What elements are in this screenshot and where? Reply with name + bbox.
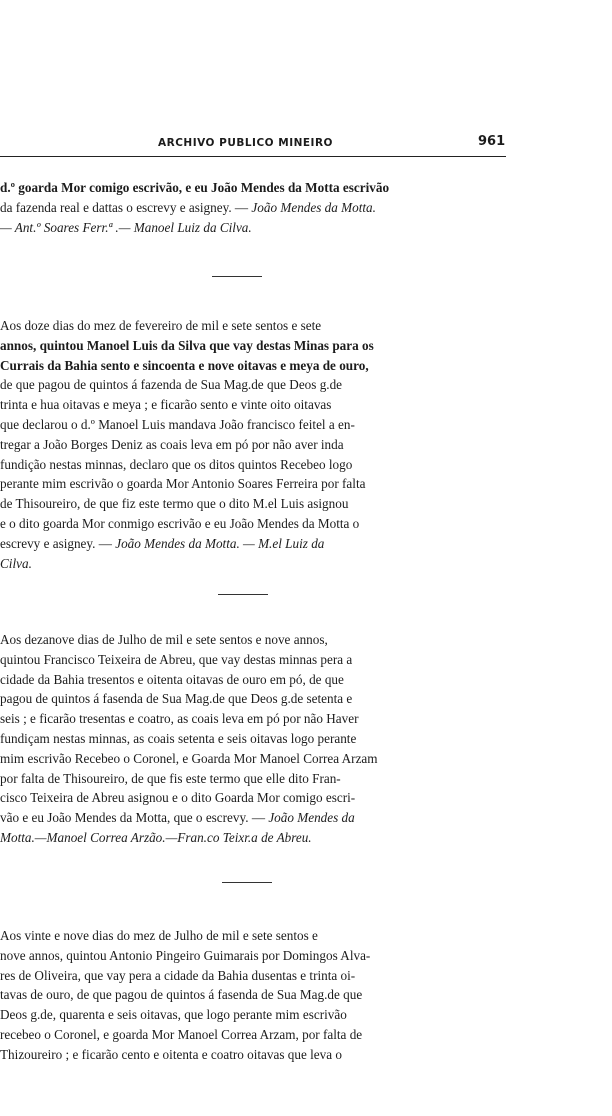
entry-1: [0, 178, 512, 237]
text-line: [0, 926, 512, 946]
text-line: [0, 650, 512, 670]
text-run: vão e eu João Mendes da Motta, que o escrevy. —: [0, 810, 269, 826]
text-line: [0, 375, 512, 395]
text-run: por falta de Thisoureiro, de que fis este termo que elle dito Fran-: [0, 770, 341, 786]
text-run: fundiçam nestas minnas, as coais setenta e seis oitavas logo perante: [0, 730, 357, 746]
text-run: de que pagou de quintos á fazenda de Sua Mag.de que Deos g.de: [0, 377, 343, 393]
section-divider: [212, 276, 262, 277]
text-run: Cilva.: [0, 555, 32, 571]
text-run: mim escrivão Recebeo o Coronel, e Goarda Mor Manoel Correa Arzam: [0, 750, 378, 766]
text-line: [0, 198, 512, 218]
text-run: d.º goarda Mor comigo escrivão, e eu João Mendes da Motta escrivão: [0, 180, 390, 195]
text-line: [0, 514, 512, 534]
text-line: [0, 808, 512, 828]
text-line: [0, 1005, 512, 1025]
text-line: [0, 769, 512, 789]
text-line: [0, 455, 512, 475]
text-line: [0, 415, 512, 435]
text-run: que declarou o d.º Manoel Luis mandava João francisco feitel a en-: [0, 416, 355, 432]
text-run: Aos vinte e nove dias do mez de Julho de mil e sete sentos e: [0, 928, 318, 943]
text-run: cidade da Bahia tresentos e oitenta oitavas de ouro em pó, de que: [0, 671, 344, 687]
text-run: João Mendes da Motta.: [251, 199, 376, 215]
text-line: [0, 316, 512, 336]
text-run: João Mendes da: [268, 810, 355, 826]
text-run: Aos doze dias do mez de fevereiro de mil e sete sentos e sete: [0, 318, 322, 333]
text-run: e o dito goarda Mor conmigo escrivão e eu João Mendes da Motta o: [0, 515, 360, 531]
text-line: [0, 670, 512, 690]
text-line: [0, 435, 512, 455]
text-run: Thizoureiro ; e ficarão cento e oitenta e coatro oitavas que leva o: [0, 1046, 342, 1062]
text-line: [0, 788, 512, 808]
text-run: Aos dezanove dias de Julho de mil e sete sentos e nove annos,: [0, 632, 328, 647]
text-line: [0, 554, 512, 574]
text-line: [0, 828, 512, 848]
text-line: [0, 946, 512, 966]
text-run: João Mendes da Motta. — M.el Luiz da: [115, 535, 325, 551]
text-line: [0, 966, 512, 986]
text-line: [0, 630, 512, 650]
text-run: Motta.—Manoel Correa Arzão.—Fran.co Teixr.a de Abreu.: [0, 829, 312, 845]
text-line: [0, 218, 512, 238]
text-run: annos, quintou Manoel Luis da Silva que vay destas Minas para os: [0, 337, 374, 353]
text-run: nove annos, quintou Antonio Pingeiro Guimarais por Domingos Alva-: [0, 947, 371, 963]
text-run: recebeo o Coronel, e goarda Mor Manoel Correa Arzam, por falta de: [0, 1026, 363, 1042]
text-run: quintou Francisco Teixeira de Abreu, que vay destas minnas pera a: [0, 651, 353, 667]
page-number: 961: [478, 134, 506, 149]
text-line: [0, 178, 512, 198]
text-run: tavas de ouro, de que pagou de quintos á fasenda de Sua Mag.de que: [0, 987, 363, 1003]
text-line: [0, 474, 512, 494]
text-run: fundição nestas minnas, declaro que os ditos quintos Recebeo logo: [0, 456, 353, 472]
text-run: pagou de quintos á fasenda de Sua Mag.de que Deos g.de setenta e: [0, 691, 353, 707]
text-run: escrevy e asigney. —: [0, 535, 116, 551]
text-run: Deos g.de, quarenta e seis oitavas, que logo perante mim escrivão: [0, 1007, 347, 1023]
text-run: tregar a João Borges Deniz as coais leva em pó por não aver inda: [0, 436, 344, 452]
text-line: [0, 1045, 512, 1065]
text-run: res de Oliveira, que vay pera a cidade da Bahia dusentas e trinta oi-: [0, 967, 356, 983]
text-line: [0, 494, 512, 514]
text-line: [0, 689, 512, 709]
text-run: cisco Teixeira de Abreu asignou e o dito Goarda Mor comigo escri-: [0, 790, 356, 806]
text-line: [0, 729, 512, 749]
text-line: [0, 336, 512, 356]
text-line: [0, 534, 512, 554]
text-run: trinta e hua oitavas e meya ; e ficarão sento e vinte oito oitavas: [0, 397, 332, 413]
text-run: de Thisoureiro, de que fiz este termo que o dito M.el Luis asignou: [0, 496, 349, 512]
text-run: Currais da Bahia sento e sincoenta e nove oitavas e meya de ouro,: [0, 357, 369, 373]
section-divider: [218, 594, 268, 595]
text-line: [0, 985, 512, 1005]
running-title: ARCHIVO PUBLICO MINEIRO: [158, 137, 333, 149]
text-run: — Ant.º Soares Ferr.ª .— Manoel Luiz da Cilva.: [0, 219, 252, 235]
entry-2: [0, 316, 512, 573]
section-divider: [222, 882, 272, 883]
text-line: [0, 395, 512, 415]
entry-3: [0, 630, 512, 848]
text-run: seis ; e ficarão tresentas e coatro, as coais leva em pó por não Haver: [0, 711, 359, 727]
text-line: [0, 356, 512, 376]
text-line: [0, 709, 512, 729]
text-run: perante mim escrivão o goarda Mor Antonio Soares Ferreira por falta: [0, 476, 366, 492]
header-rule: [0, 156, 506, 157]
text-run: da fazenda real e dattas o escrevy e asigney. —: [0, 199, 252, 215]
text-line: [0, 1025, 512, 1045]
page-header: [0, 134, 506, 154]
text-line: [0, 749, 512, 769]
entry-4: [0, 926, 512, 1065]
